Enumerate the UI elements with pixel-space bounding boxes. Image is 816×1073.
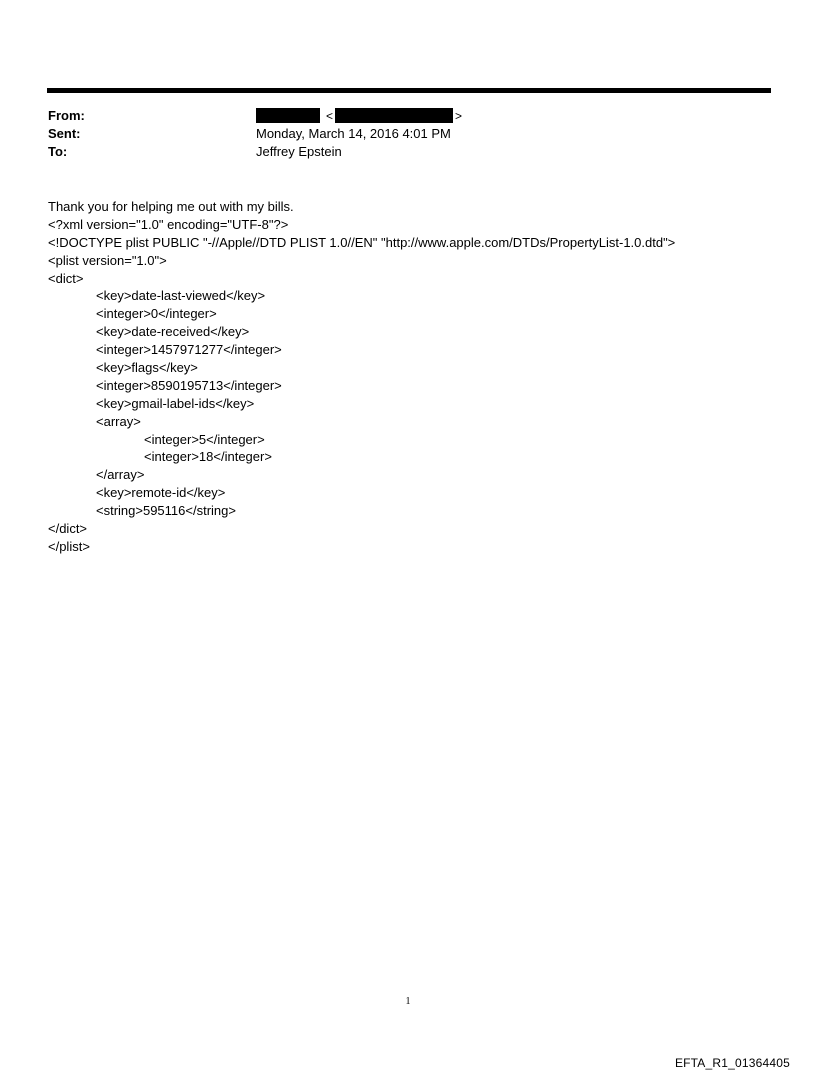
sent-label: Sent: — [48, 126, 81, 141]
dict-close-line: </dict> — [48, 521, 88, 537]
code-line: <integer>0</integer> — [96, 306, 217, 322]
redacted-sender-name — [256, 108, 320, 123]
code-line: <key>date-received</key> — [96, 324, 250, 340]
to-row — [48, 143, 748, 161]
sent-value: Monday, March 14, 2016 4:01 PM — [256, 126, 451, 141]
from-row — [48, 107, 748, 125]
page-number: 1 — [405, 996, 411, 1007]
bates-number: EFTA_R1_01364405 — [674, 1056, 790, 1070]
doctype-line: <!DOCTYPE plist PUBLIC "-//Apple//DTD PLIST 1.0//EN" "http://www.apple.com/DTDs/PropertyList-1.0.dtd"> — [48, 234, 676, 250]
email-body — [48, 198, 788, 556]
plist-open-line: <plist version="1.0"> — [48, 252, 167, 268]
code-line: <integer>18</integer> — [144, 449, 272, 465]
from-label: From: — [48, 108, 85, 123]
to-value: Jeffrey Epstein — [256, 144, 342, 159]
code-line: <key>date-last-viewed</key> — [96, 288, 266, 304]
xml-declaration-line: <?xml version="1.0" encoding="UTF-8"?> — [48, 216, 289, 232]
email-close-bracket: > — [455, 109, 463, 123]
email-open-bracket: < — [326, 109, 334, 123]
from-value — [256, 107, 462, 125]
code-line: <integer>1457971277</integer> — [96, 342, 282, 358]
plist-close-line: </plist> — [48, 538, 90, 554]
header-divider — [47, 88, 771, 93]
code-line: <array> — [96, 413, 141, 429]
code-line: </array> — [96, 467, 145, 483]
code-line: <string>595116</string> — [96, 503, 236, 519]
to-label: To: — [48, 144, 68, 159]
code-line: <key>flags</key> — [96, 360, 198, 376]
email-header — [48, 107, 748, 161]
code-line: <integer>5</integer> — [144, 431, 265, 447]
code-line: <integer>8590195713</integer> — [96, 377, 282, 393]
code-line: <key>gmail-label-ids</key> — [96, 395, 255, 411]
message-line: Thank you for helping me out with my bills. — [48, 199, 294, 214]
dict-open-line: <dict> — [48, 270, 84, 286]
sent-row — [48, 125, 748, 143]
code-line: <key>remote-id</key> — [96, 485, 226, 501]
redacted-sender-email — [335, 108, 453, 123]
